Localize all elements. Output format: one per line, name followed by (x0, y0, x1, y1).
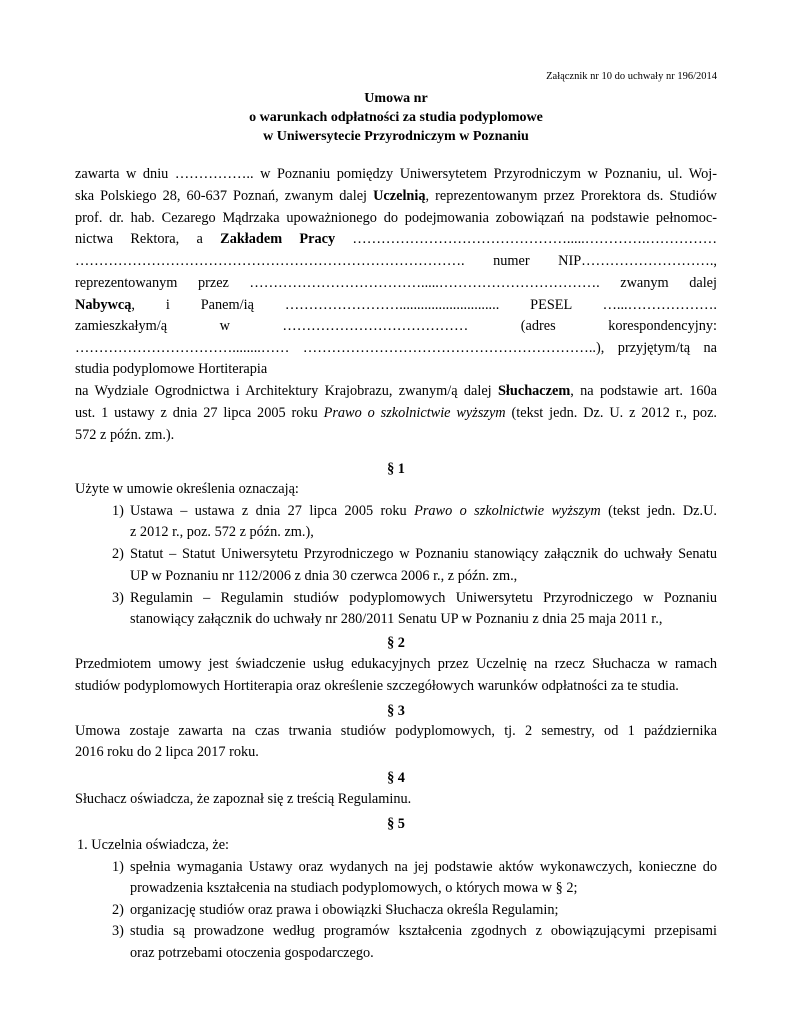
s1-item-2-text: Statut – Statut Uniwersytetu Przyrodniczego w Poznaniu stanowiący załącznik do uchwały Senatu (130, 546, 717, 562)
s5-item-3-number: 3) (112, 923, 124, 939)
s5-item-3-continuation: oraz potrzebami otoczenia gospodarczego. (130, 945, 374, 961)
intro-line-5: ………………………………………………………………………. numer NIP………………………., (75, 253, 717, 269)
s5-item-2-number: 2) (112, 902, 124, 918)
section-3-line-1: Umowa zostaje zawarta na czas trwania studiów podyplomowych, tj. 2 semestry, od 1 października (75, 723, 717, 739)
section-5-heading: § 5 (387, 816, 405, 832)
section-4-heading: § 4 (387, 770, 405, 786)
s5-item-1-continuation: prowadzenia kształcenia na studiach podyplomowych, o których mowa w § 2; (130, 880, 578, 896)
section-3-line-2: 2016 roku do 2 lipca 2017 roku. (75, 744, 259, 760)
intro-line-12: ust. 1 ustawy z dnia 27 lipca 2005 roku Prawo o szkolnictwie wyższym (tekst jedn. Dz. U. z 2012 r., poz. (75, 405, 717, 421)
s1-item-1-number: 1) (112, 503, 124, 519)
intro-line-6: reprezentowanym przez ……………………………….....……………………………. zwanym dalej (75, 275, 717, 291)
section-2-heading: § 2 (387, 635, 405, 651)
s1-item-3-number: 3) (112, 590, 124, 606)
intro-line-3: prof. dr. hab. Cezarego Mądrzaka upoważnionego do podejmowania zobowiązań na podstawie pełnomoc- (75, 210, 717, 226)
s1-item-3-continuation: stanowiący załącznik do uchwały nr 280/2011 Senatu UP w Poznaniu z dnia 25 maja 2011 r., (130, 611, 663, 627)
s1-item-1-continuation: z 2012 r., poz. 572 z późn. zm.), (130, 524, 314, 540)
intro-line-7: Nabywcą, i Panem/ią ……………………............................ PESEL …...………………. (75, 297, 717, 313)
intro-line-4: nictwa Rektora, a Zakładem Pracy ……………………………………….....………….…………… (75, 231, 717, 247)
annex-reference: Załącznik nr 10 do uchwały nr 196/2014 (546, 71, 717, 82)
s1-item-3-text: Regulamin – Regulamin studiów podyplomowych Uniwersytetu Przyrodniczego w Poznaniu (130, 590, 717, 606)
s1-item-1-text: Ustawa – ustawa z dnia 27 lipca 2005 roku Prawo o szkolnictwie wyższym (tekst jedn. Dz.U. (130, 503, 717, 519)
s5-item-3-text: studia są prowadzone według programów kształcenia zgodnych z obowiązującymi przepisami (130, 923, 717, 939)
intro-line-13: 572 z późn. zm.). (75, 427, 175, 443)
section-4-line-1: Słuchacz oświadcza, że zapoznał się z treścią Regulaminu. (75, 791, 412, 807)
section-1-lead: Użyte w umowie określenia oznaczają: (75, 481, 299, 497)
contract-title: Umowa nr (364, 91, 428, 106)
intro-line-1: zawarta w dniu …………….. w Poznaniu pomiędzy Uniwersytetem Przyrodniczym w Poznaniu, ul. Woj- (75, 166, 717, 182)
section-5-lead: 1. Uczelnia oświadcza, że: (77, 837, 230, 853)
s5-item-1-number: 1) (112, 859, 124, 875)
intro-line-8: zamieszkałym/ą w ………………………………… (adres korespondencyjny: (75, 318, 717, 334)
s5-item-2-text: organizację studiów oraz prawa i obowiązki Słuchacza określa Regulamin; (130, 902, 559, 918)
section-2-line-1: Przedmiotem umowy jest świadczenie usług edukacyjnych przez Uczelnię na rzecz Słuchacza w ramach (75, 656, 717, 672)
intro-line-10: studia podyplomowe Hortiterapia (75, 361, 268, 377)
section-2-line-2: studiów podyplomowych Hortiterapia oraz określenie szczegółowych warunków odpłatności za te studia. (75, 678, 679, 694)
s1-item-2-continuation: UP w Poznaniu nr 112/2006 z dnia 30 czerwca 2006 r., z późn. zm., (130, 568, 518, 584)
contract-subtitle: o warunkach odpłatności za studia podyplomowe (249, 110, 543, 125)
section-3-heading: § 3 (387, 703, 405, 719)
intro-line-2: ska Polskiego 28, 60-637 Poznań, zwanym dalej Uczelnią, reprezentowanym przez Prorektora ds. Studiów (75, 188, 717, 204)
intro-line-11: na Wydziale Ogrodnictwa i Architektury Krajobrazu, zwanym/ą dalej Słuchaczem, na podstawie art. 160a (75, 383, 717, 399)
s1-item-2-number: 2) (112, 546, 124, 562)
intro-line-9: ……………………………........…… ……………………………………………………..), przyjętym/tą na (75, 340, 717, 356)
contract-university: w Uniwersytecie Przyrodniczym w Poznaniu (263, 129, 529, 144)
section-1-heading: § 1 (387, 461, 405, 477)
s5-item-1-text: spełnia wymagania Ustawy oraz wydanych na jej podstawie aktów wykonawczych, konieczne do (130, 859, 717, 875)
